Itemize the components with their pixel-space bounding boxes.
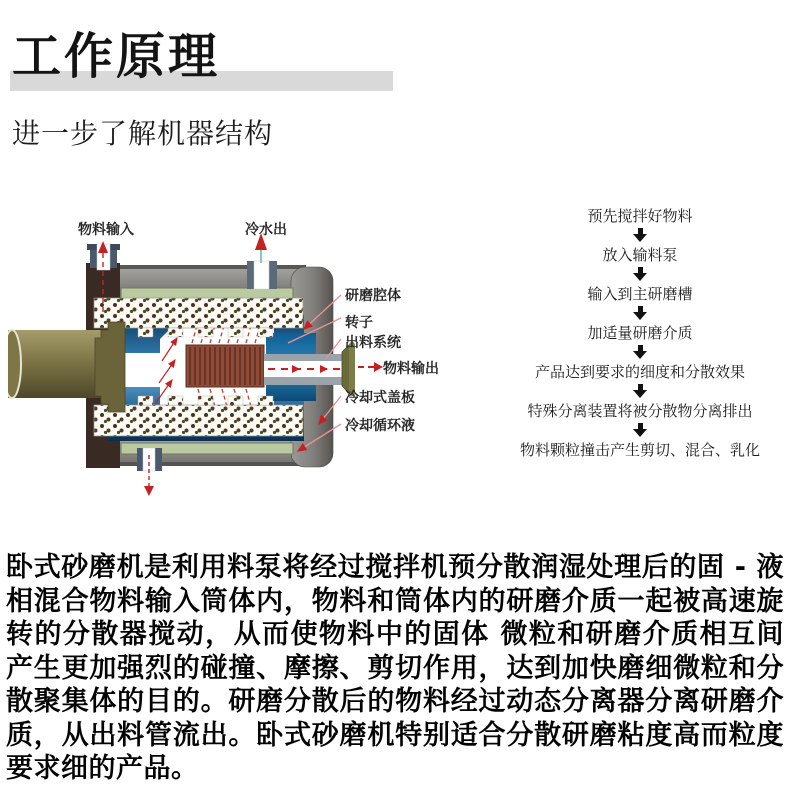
label-material-output: 物料输出 [383,361,439,377]
cooling-strip-top [121,288,293,299]
down-arrow-icon [633,423,647,437]
cold-water-pipe [247,233,277,289]
label-cooling-liquid: 冷却循环液 [345,418,415,434]
label-discharge-system: 出料系统 [345,335,401,351]
flowchart-step: 物料颗粒撞击产生剪切、混合、乳化 [519,441,760,459]
bottom-drain-pipe [137,448,162,496]
down-arrow-icon [633,267,647,281]
description-paragraph: 卧式砂磨机是利用料泵将经过搅拌机预分散润湿处理后的固 - 液相混合物料输入筒体内，物料和筒体内的研磨介质一起被高速旋转的分散器搅动，从而使物料中的固体 微粒和研磨介质相互间产生更加强烈的碰撞、摩擦、剪切作用，达到加快磨细微粒和分散聚集体的目的。研磨分散后的物料经过动态分离器分离研磨介质，从出料管流出。卧式砂磨机特别适合分散研磨粘度高而粒度要求细的产品。 [6,552,784,784]
page-subtitle: 进一步了解机器结构 [12,117,274,150]
label-cold-water-out: 冷水出 [245,222,287,238]
flowchart-step: 产品达到要求的细度和分散效果 [534,363,745,381]
label-grinding-chamber: 研磨腔体 [345,288,401,304]
discharge-flare [342,344,350,394]
flowchart-step: 放入输料泵 [602,246,678,264]
label-material-input: 物料输入 [78,222,134,238]
flowchart-step: 输入到主研磨槽 [587,285,693,303]
label-cooling-cover: 冷却式盖板 [345,390,415,406]
down-arrow-icon [633,345,647,359]
machine-cross-section-diagram [8,203,458,503]
page-title: 工作原理 [12,28,221,85]
flowchart-step: 加适量研磨介质 [587,324,693,342]
down-arrow-icon [633,384,647,398]
down-arrow-icon [633,228,647,242]
process-flowchart [515,206,765,460]
drive-shaft [8,322,125,412]
label-rotor: 转子 [345,315,373,331]
flowchart-step: 预先搅拌好物料 [587,207,693,225]
down-arrow-icon [633,306,647,320]
flowchart-step: 特殊分离装置将被分散物分离排出 [527,402,753,420]
